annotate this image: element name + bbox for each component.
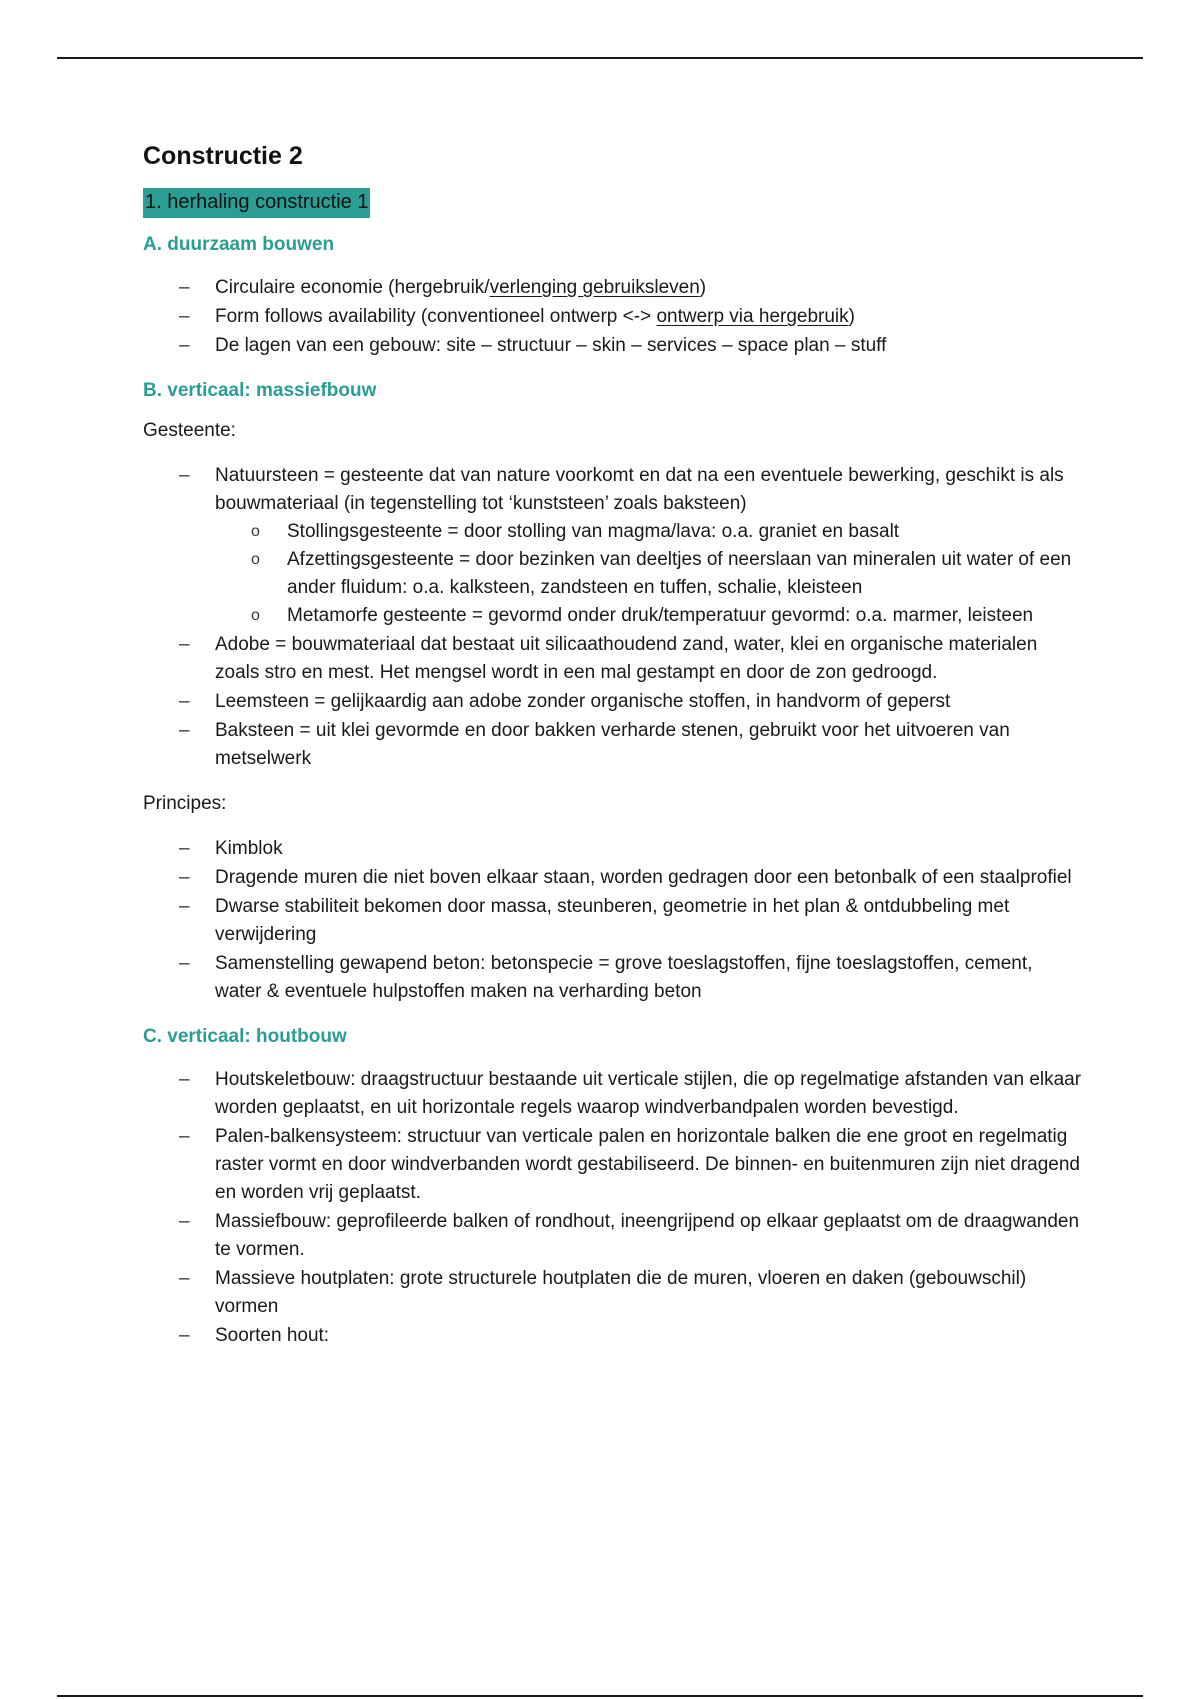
section-a-heading: A. duurzaam bouwen: [143, 234, 335, 255]
list-item: – Natuursteen = gesteente dat van nature voorkomt en dat na een eventuele bewerking, geschikt is als bouwmateriaal (in tegenstelling tot ‘kunststeen’ zoals baksteen) o Stollingsgesteente = door stolling van magma/lava: o.a. graniet en basalt o Afzettingsgesteente = door bezinken van deeltjes of neerslaan van mineralen uit water of een ander fluidum: o.a. kalksteen, zandsteen en tuffen, schalie, kleisteen o Metamorfe gesteente = gevormd onder druk/temperatuur gevormd: o.a. marmer, leisteen: [215, 462, 1083, 630]
list-item: – Soorten hout:: [215, 1322, 1083, 1350]
list-item: – Circulaire economie (hergebruik/verlenging gebruiksleven): [215, 274, 1083, 302]
gesteente-label: Gesteente:: [143, 420, 236, 441]
list-item: – Houtskeletbouw: draagstructuur bestaande uit verticale stijlen, die op regelmatige afstanden van elkaar worden geplaatst, en uit horizontale regels waarop windverbandpalen worden bevestigd.: [215, 1066, 1083, 1122]
principes-label: Principes:: [143, 793, 227, 814]
list-item: – Kimblok: [215, 835, 1083, 863]
list-item: – Baksteen = uit klei gevormde en door bakken verharde stenen, gebruikt voor het uitvoeren van metselwerk: [215, 717, 1083, 773]
gesteente-list: [143, 462, 1083, 773]
list-item: – Massiefbouw: geprofileerde balken of rondhout, ineengrijpend op elkaar geplaatst om de draagwanden te vormen.: [215, 1208, 1083, 1264]
list-item: – Samenstelling gewapend beton: betonspecie = grove toeslagstoffen, fijne toeslagstoffen, cement, water & eventuele hulpstoffen maken na verharding beton: [215, 950, 1083, 1006]
list-item: – Form follows availability (conventioneel ontwerp <-> ontwerp via hergebruik): [215, 303, 1083, 331]
section-c-heading: C. verticaal: houtbouw: [143, 1026, 347, 1047]
list-item: – Palen-balkensysteem: structuur van verticale palen en horizontale balken die ene groot en regelmatig raster vormt en door windverbanden wordt gestabiliseerd. De binnen- en buitenmuren zijn niet dragend en worden vrij geplaatst.: [215, 1123, 1083, 1207]
section-1-heading: 1. herhaling constructie 1: [143, 188, 370, 218]
sub-list-item: o Stollingsgesteente = door stolling van magma/lava: o.a. graniet en basalt: [287, 518, 1083, 546]
list-item: – Dragende muren die niet boven elkaar staan, worden gedragen door een betonbalk of een staalprofiel: [215, 864, 1083, 892]
footer-rule: [57, 1695, 1143, 1697]
section-c-list: [143, 1066, 1083, 1350]
document-title: Constructie 2: [143, 142, 303, 170]
sub-list-item: o Metamorfe gesteente = gevormd onder druk/temperatuur gevormd: o.a. marmer, leisteen: [287, 602, 1083, 630]
natuursteen-sublist: [215, 518, 1083, 630]
list-item: – Massieve houtplaten: grote structurele houtplaten die de muren, vloeren en daken (gebouwschil) vormen: [215, 1265, 1083, 1321]
principes-list: [143, 835, 1083, 1006]
document-body: [143, 142, 1083, 1370]
section-a-list: [143, 274, 1083, 360]
list-item: – Leemsteen = gelijkaardig aan adobe zonder organische stoffen, in handvorm of geperst: [215, 688, 1083, 716]
section-b-heading: B. verticaal: massiefbouw: [143, 380, 377, 401]
list-item: – De lagen van een gebouw: site – structuur – skin – services – space plan – stuff: [215, 332, 1083, 360]
sub-list-item: o Afzettingsgesteente = door bezinken van deeltjes of neerslaan van mineralen uit water of een ander fluidum: o.a. kalksteen, zandsteen en tuffen, schalie, kleisteen: [287, 546, 1083, 602]
list-item: – Adobe = bouwmateriaal dat bestaat uit silicaathoudend zand, water, klei en organische materialen zoals stro en mest. Het mengsel wordt in een mal gestampt en door de zon gedroogd.: [215, 631, 1083, 687]
list-item: – Dwarse stabiliteit bekomen door massa, steunberen, geometrie in het plan & ontdubbeling met verwijdering: [215, 893, 1083, 949]
header-rule: [57, 57, 1143, 59]
